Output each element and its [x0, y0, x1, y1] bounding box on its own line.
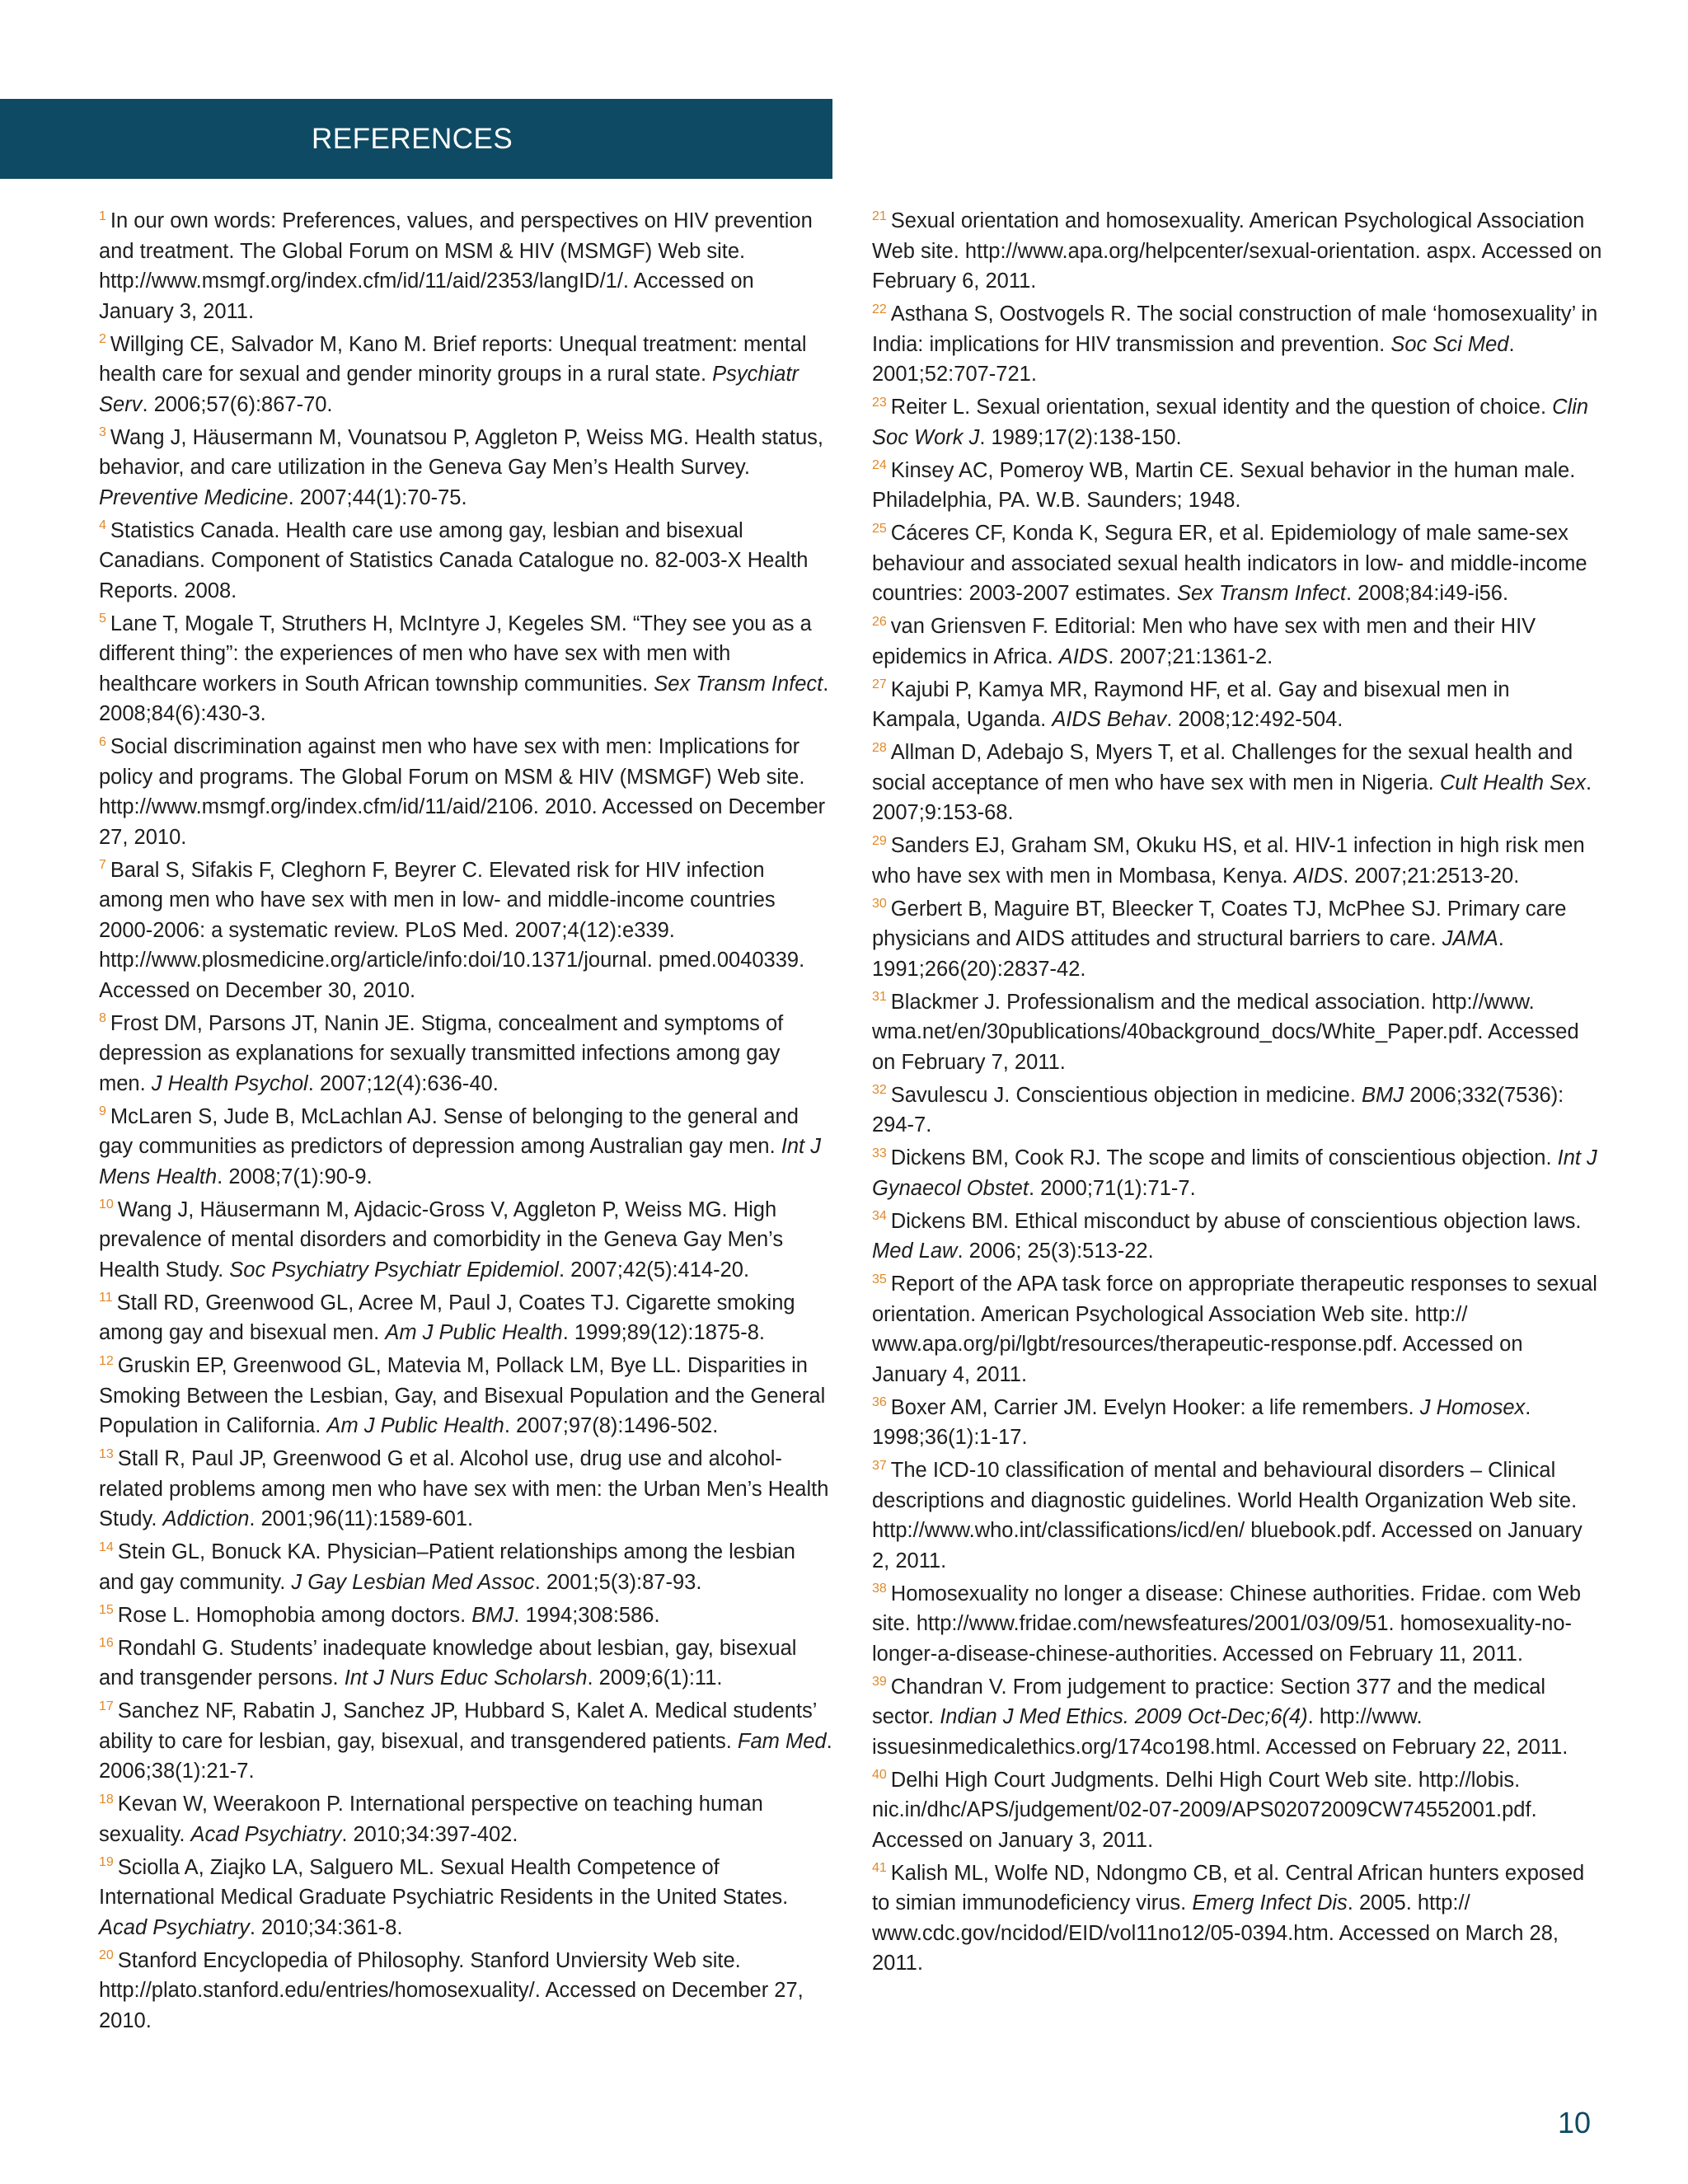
reference-item: [872, 456, 1602, 516]
reference-journal: Preventive Medicine: [99, 485, 288, 509]
reference-number: 13: [99, 1446, 114, 1461]
reference-journal: BMJ: [471, 1603, 514, 1627]
reference-number: 26: [872, 614, 887, 629]
reference-item: [99, 1633, 832, 1694]
reference-number: 23: [872, 395, 887, 410]
reference-journal: Emerg Infect Dis: [1192, 1891, 1348, 1915]
reference-item: [99, 1696, 832, 1787]
reference-text: Boxer AM, Carrier JM. Evelyn Hooker: a life remembers.: [890, 1395, 1414, 1419]
references-column-right: [872, 206, 1602, 1981]
reference-text: Lane T, Mogale T, Struthers H, McIntyre J, Kegeles SM. “They see you as a different thing”: the experiences of men who have sex with men with healthcare workers in South African township communities.: [99, 612, 812, 696]
reference-text: Gerbert B, Maguire BT, Bleecker T, Coates TJ, McPhee SJ. Primary care physicians and AIDS attitudes and structural barriers to care.: [872, 897, 1567, 950]
reference-citation: . 1989;17(2):138-150.: [979, 425, 1182, 449]
reference-number: 27: [872, 677, 887, 691]
reference-number: 19: [99, 1855, 114, 1869]
reference-text: Report of the APA task force on appropriate therapeutic responses to sexual orientation. American Psychological Association Web site. http:// www.apa.org/pi/lgbt/resources/therapeutic-response.pdf. Accessed on January 4, 2011.: [872, 1272, 1597, 1386]
reference-text: Homosexuality no longer a disease: Chinese authorities. Fridae. com Web site. http://www.fridae.com/newsfeatures/2001/03/09/51. homosexuality-no-longer-a-disease-chinese-authorities. Accessed on February 11, 2011.: [872, 1582, 1582, 1666]
reference-citation: . 2007;21:1361-2.: [1108, 644, 1273, 668]
reference-number: 12: [99, 1353, 114, 1368]
reference-journal: Am J Public Health: [326, 1414, 504, 1437]
reference-text: Rondahl G. Students’ inadequate knowledge about lesbian, gay, bisexual and transgender persons.: [99, 1636, 797, 1690]
reference-number: 30: [872, 897, 887, 911]
reference-number: 39: [872, 1675, 887, 1689]
reference-number: 28: [872, 740, 887, 755]
reference-text: The ICD-10 classification of mental and behavioural disorders – Clinical descriptions and diagnostic guidelines. World Health Organization Web site. http://www.who.int/classifications/icd/en/ bluebook.pdf. Accessed on January 2, 2011.: [872, 1459, 1582, 1572]
reference-number: 31: [872, 990, 887, 1004]
reference-number: 29: [872, 833, 887, 848]
reference-number: 17: [99, 1699, 114, 1713]
reference-number: 6: [99, 734, 106, 749]
reference-item: [99, 516, 832, 607]
reference-journal: Acad Psychiatry: [99, 1915, 250, 1939]
reference-text: Dickens BM, Cook RJ. The scope and limits of conscientious objection.: [890, 1146, 1552, 1169]
reference-citation: . 2006;38(1):21-7.: [99, 1729, 832, 1783]
reference-item: [872, 987, 1602, 1078]
reference-text: Rose L. Homophobia among doctors.: [117, 1603, 467, 1627]
reference-item: [99, 609, 832, 729]
reference-text: Asthana S, Oostvogels R. The social construction of male ‘homosexuality’ in India: implications for HIV transmission and prevention.: [872, 302, 1598, 356]
reference-journal: J Gay Lesbian Med Assoc: [291, 1570, 535, 1594]
reference-citation: . 2007;97(8):1496-502.: [504, 1414, 719, 1437]
reference-item: [872, 612, 1602, 672]
reference-number: 38: [872, 1582, 887, 1596]
reference-text: Blackmer J. Professionalism and the medical association. http://www. wma.net/en/30publications/40background_docs/White_Paper.pdf. Accessed on February 7, 2011.: [872, 990, 1579, 1074]
reference-text: Frost DM, Parsons JT, Nanin JE. Stigma, concealment and symptoms of depression as explanations for sexually transmitted infections among gay men.: [99, 1011, 784, 1095]
reference-item: [99, 1351, 832, 1441]
reference-item: [872, 518, 1602, 609]
reference-journal: Sex Transm Infect: [654, 672, 823, 696]
reference-citation: . 2008;84:i49-i56.: [1346, 582, 1509, 605]
reference-citation: . 2006;57(6):867-70.: [142, 392, 333, 416]
reference-item: [99, 732, 832, 852]
reference-number: 20: [99, 1948, 114, 1962]
reference-text: Stall R, Paul JP, Greenwood G et al. Alcohol use, drug use and alcohol-related problems among men who have sex with men: the Urban Men’s Health Study.: [99, 1447, 829, 1530]
reference-number: 4: [99, 518, 106, 532]
reference-number: 21: [872, 209, 887, 223]
reference-text: Sanders EJ, Graham SM, Okuku HS, et al. HIV-1 infection in high risk men who have sex with men in Mombasa, Kenya.: [872, 834, 1585, 888]
reference-citation: . 2010;34:361-8.: [249, 1915, 403, 1939]
reference-text: Dickens BM. Ethical misconduct by abuse of conscientious objection laws.: [890, 1209, 1582, 1233]
reference-journal: Am J Public Health: [385, 1321, 563, 1344]
reference-number: 11: [99, 1291, 113, 1305]
reference-item: [872, 299, 1602, 390]
reference-journal: Addiction: [162, 1507, 250, 1530]
reference-journal: Soc Psychiatry Psychiatr Epidemiol: [229, 1258, 559, 1282]
reference-journal: Int J Mens Health: [99, 1135, 821, 1188]
reference-number: 40: [872, 1768, 887, 1782]
reference-journal: Psychiatr Serv: [99, 363, 799, 416]
reference-text: Stall RD, Greenwood GL, Acree M, Paul J, Coates TJ. Cigarette smoking among gay and bisexual men.: [99, 1291, 795, 1344]
reference-citation: . 2008;12:492-504.: [1166, 708, 1343, 731]
reference-journal: JAMA: [1442, 927, 1498, 950]
reference-text: Sanchez NF, Rabatin J, Sanchez JP, Hubbard S, Kalet A. Medical students’ ability to care for lesbian, gay, bisexual, and transgendered patients.: [99, 1699, 817, 1753]
reference-journal: Int J Nurs Educ Scholarsh: [344, 1666, 588, 1690]
reference-item: [872, 206, 1602, 297]
reference-journal: BMJ: [1362, 1083, 1404, 1107]
reference-item: [872, 1269, 1602, 1390]
reference-item: [99, 1601, 832, 1631]
reference-number: 25: [872, 521, 887, 536]
reference-journal: AIDS: [1058, 644, 1109, 668]
references-column-left: [99, 206, 832, 2039]
reference-number: 32: [872, 1083, 887, 1097]
reference-item: [99, 1946, 832, 2036]
reference-citation: . 1994;308:586.: [513, 1603, 660, 1627]
reference-citation: . 2008;7(1):90-9.: [217, 1165, 373, 1188]
reference-number: 10: [99, 1197, 114, 1212]
reference-journal: AIDS: [1293, 864, 1343, 888]
reference-number: 8: [99, 1011, 106, 1025]
reference-text: Baral S, Sifakis F, Cleghorn F, Beyrer C. Elevated risk for HIV infection among men who have sex with men in low- and middle-income countries 2000-2006: a systematic review. PLoS Med. 2007;4(12):e339. http://www.plosmedicine.org/article/info:doi/10.1371/journal. pmed.0040339. Accessed on December 30, 2010.: [99, 858, 805, 1002]
reference-item: [872, 1080, 1602, 1141]
reference-text: Statistics Canada. Health care use among gay, lesbian and bisexual Canadians. Component of Statistics Canada Catalogue no. 82-003-X Health Reports. 2008.: [99, 518, 809, 602]
reference-item: [872, 392, 1602, 452]
reference-text: Wang J, Häusermann M, Ajdacic-Gross V, Aggleton P, Weiss MG. High prevalence of mental disorders and comorbidity in the Geneva Gay Men’s Health Study.: [99, 1197, 784, 1282]
reference-text: Chandran V. From judgement to practice: Section 377 and the medical sector.: [872, 1675, 1546, 1728]
reference-text: Sexual orientation and homosexuality. American Psychological Association Web site. http://www.apa.org/helpcenter/sexual-orientation. aspx. Accessed on February 6, 2011.: [872, 209, 1602, 293]
reference-text: Kevan W, Weerakoon P. International perspective on teaching human sexuality.: [99, 1793, 763, 1846]
reference-text: Delhi High Court Judgments. Delhi High Court Web site. http://lobis. nic.in/dhc/APS/judgement/02-07-2009/APS02072009CW74552001.pdf. Accessed on January 3, 2011.: [872, 1768, 1537, 1852]
reference-item: [872, 894, 1602, 985]
reference-text: Wang J, Häusermann M, Vounatsou P, Aggleton P, Weiss MG. Health status, behavior, and care utilization in the Geneva Gay Men’s Health Survey.: [99, 425, 824, 479]
reference-citation: . 1991;266(20):2837-42.: [872, 927, 1504, 981]
reference-citation: . 2007;9:153-68.: [872, 771, 1592, 824]
reference-text: van Griensven F. Editorial: Men who have sex with men and their HIV epidemics in Africa.: [872, 615, 1536, 668]
reference-text: Reiter L. Sexual orientation, sexual identity and the question of choice.: [890, 396, 1547, 419]
reference-item: [99, 1853, 832, 1943]
reference-journal: Clin Soc Work J: [872, 396, 1589, 449]
reference-citation: . 2009;6(1):11.: [587, 1666, 723, 1690]
reference-journal: Med Law: [872, 1240, 958, 1263]
reference-journal: Cult Health Sex: [1439, 771, 1587, 794]
reference-citation: . 2001;52:707-721.: [872, 332, 1515, 386]
reference-number: 36: [872, 1395, 887, 1409]
reference-number: 9: [99, 1104, 106, 1118]
references-banner: [0, 99, 832, 179]
reference-journal: Fam Med: [737, 1729, 827, 1753]
reference-item: [99, 1789, 832, 1849]
reference-journal: J Homosex: [1419, 1395, 1526, 1419]
reference-number: 18: [99, 1792, 114, 1807]
reference-number: 16: [99, 1636, 114, 1650]
reference-number: 37: [872, 1458, 887, 1473]
reference-journal: J Health Psychol: [151, 1071, 308, 1095]
reference-citation: . 2007;12(4):636-40.: [307, 1071, 499, 1095]
reference-text: Stein GL, Bonuck KA. Physician–Patient relationships among the lesbian and gay community.: [99, 1540, 795, 1594]
reference-text: Allman D, Adebajo S, Myers T, et al. Challenges for the sexual health and social acceptance of men who have sex with men in Nigeria.: [872, 741, 1573, 794]
reference-item: [99, 1102, 832, 1193]
reference-number: 14: [99, 1540, 114, 1554]
reference-item: [99, 1195, 832, 1286]
reference-number: 22: [872, 302, 887, 316]
reference-citation: . 2007;44(1):70-75.: [288, 485, 467, 509]
reference-citation: . 2001;5(3):87-93.: [534, 1570, 702, 1594]
reference-item: [872, 1143, 1602, 1203]
reference-citation: . 2010;34:397-402.: [341, 1822, 518, 1846]
reference-item: [872, 1579, 1602, 1670]
reference-journal: AIDS Behav: [1052, 708, 1167, 731]
reference-citation: . 2008;84(6):430-3.: [99, 672, 829, 725]
reference-citation: . 2007;21:2513-20.: [1343, 864, 1520, 888]
reference-item: [99, 1537, 832, 1597]
reference-item: [872, 675, 1602, 735]
reference-number: 35: [872, 1272, 887, 1286]
reference-journal: Soc Sci Med: [1390, 332, 1509, 356]
reference-journal: Acad Psychiatry: [190, 1822, 342, 1846]
reference-text: Social discrimination against men who have sex with men: Implications for policy and programs. The Global Forum on MSM & HIV (MSMGF) Web site. http://www.msmgf.org/index.cfm/id/11/aid/2106. 2010. Accessed on December 27, 2010.: [99, 735, 826, 849]
reference-item: [99, 855, 832, 1006]
reference-item: [872, 1672, 1602, 1763]
reference-item: [872, 1455, 1602, 1576]
reference-citation: . 1999;89(12):1875-8.: [562, 1321, 765, 1344]
reference-text: Kinsey AC, Pomeroy WB, Martin CE. Sexual behavior in the human male. Philadelphia, PA. W.B. Saunders; 1948.: [872, 458, 1576, 512]
reference-item: [99, 330, 832, 420]
reference-citation: . 1998;36(1):1-17.: [872, 1395, 1531, 1449]
reference-number: 24: [872, 458, 887, 472]
reference-item: [872, 1393, 1602, 1453]
reference-text: McLaren S, Jude B, McLachlan AJ. Sense of belonging to the general and gay communities as predictors of depression among Australian gay men.: [99, 1104, 799, 1158]
page-number: 10: [1557, 2106, 1591, 2139]
reference-text: Stanford Encyclopedia of Philosophy. Stanford Unviersity Web site. http://plato.stanford.edu/entries/homosexuality/. Accessed on December 27, 2010.: [99, 1948, 804, 2032]
reference-citation: . 2005. http:// www.cdc.gov/ncidod/EID/vol11no12/05-0394.htm. Accessed on March 28, 2011.: [872, 1891, 1559, 1975]
reference-item: [99, 1009, 832, 1099]
reference-text: Kalish ML, Wolfe ND, Ndongmo CB, et al. Central African hunters exposed to simian immunodeficiency virus.: [872, 1861, 1585, 1915]
reference-number: 1: [99, 209, 106, 223]
reference-item: [872, 1207, 1602, 1267]
reference-journal: Indian J Med Ethics. 2009 Oct-Dec;6(4): [940, 1705, 1308, 1728]
reference-item: [99, 206, 832, 326]
reference-number: 33: [872, 1146, 887, 1160]
reference-number: 41: [872, 1861, 887, 1875]
reference-item: [99, 1444, 832, 1535]
reference-item: [872, 738, 1602, 828]
reference-text: Gruskin EP, Greenwood GL, Matevia M, Pollack LM, Bye LL. Disparities in Smoking Between the Lesbian, Gay, and Bisexual Population and the General Population in California.: [99, 1354, 826, 1437]
reference-text: Cáceres CF, Konda K, Segura ER, et al. Epidemiology of male same-sex behaviour and associated sexual health indicators in low- and middle-income countries: 2003-2007 estimates.: [872, 522, 1587, 605]
reference-citation: . 2007;42(5):414-20.: [558, 1258, 750, 1282]
reference-number: 34: [872, 1209, 887, 1223]
reference-journal: Sex Transm Infect: [1176, 582, 1346, 605]
reference-citation: 2006;332(7536): 294-7.: [872, 1083, 1564, 1137]
reference-item: [99, 423, 832, 513]
reference-item: [872, 1858, 1602, 1979]
reference-citation: . 2001;96(11):1589-601.: [249, 1507, 474, 1530]
reference-citation: . 2000;71(1):71-7.: [1028, 1176, 1196, 1200]
reference-number: 5: [99, 612, 106, 626]
reference-text: Savulescu J. Conscientious objection in medicine.: [890, 1083, 1356, 1107]
section-title: REFERENCES: [312, 122, 513, 155]
reference-item: [99, 1288, 832, 1348]
reference-item: [872, 831, 1602, 891]
reference-journal: Int J Gynaecol Obstet: [872, 1146, 1597, 1200]
reference-text: Sciolla A, Ziajko LA, Salguero ML. Sexual Health Competence of International Medical Graduate Psychiatric Residents in the United States.: [99, 1855, 789, 1909]
reference-text: Willging CE, Salvador M, Kano M. Brief reports: Unequal treatment: mental health care for sexual and gender minority groups in a rural state.: [99, 332, 807, 386]
reference-number: 3: [99, 425, 106, 439]
reference-number: 15: [99, 1603, 114, 1617]
reference-text: Kajubi P, Kamya MR, Raymond HF, et al. Gay and bisexual men in Kampala, Uganda.: [872, 677, 1510, 731]
reference-item: [872, 1765, 1602, 1856]
reference-citation: . http://www. issuesinmedicalethics.org/174co198.html. Accessed on February 22, 2011.: [872, 1705, 1568, 1759]
reference-text: In our own words: Preferences, values, and perspectives on HIV prevention and treatment. The Global Forum on MSM & HIV (MSMGF) Web site. http://www.msmgf.org/index.cfm/id/11/aid/2353/langID/1/. Accessed on January 3, 2011.: [99, 209, 813, 323]
reference-citation: . 2006; 25(3):513-22.: [957, 1240, 1154, 1263]
reference-number: 7: [99, 858, 106, 872]
reference-number: 2: [99, 332, 106, 346]
